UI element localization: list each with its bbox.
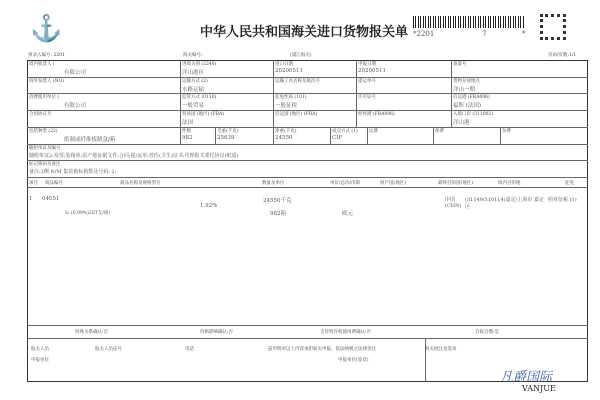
- transit-port-label: 经停港 (FRA096): [358, 112, 395, 117]
- watermark-cn: 凡爵国际: [500, 370, 553, 385]
- goods-domestic: (31149/310114)嘉定/上海市 嘉定区: [465, 197, 544, 210]
- rule-line: [425, 338, 426, 382]
- rule-line: [27, 177, 588, 178]
- docs-label: 随附单证及编号: [29, 146, 61, 151]
- import-date-label: 进口日期: [275, 62, 293, 67]
- goods-header: 原产国(地区): [380, 181, 407, 186]
- barcode-mid: 7: [482, 30, 487, 38]
- rule-line: [215, 127, 216, 144]
- deal-value: CIF: [332, 135, 343, 141]
- declare-date-value: 20200511: [358, 68, 386, 74]
- staff: 报关人员: [31, 347, 49, 352]
- tax-nature-value: 一般征税: [275, 103, 298, 109]
- license-label: 许可证号: [358, 95, 376, 100]
- rule-line: [500, 127, 501, 144]
- pieces-value: 982: [182, 135, 193, 141]
- goods-header: 数量及单位: [262, 181, 285, 186]
- goods-header: 项号: [29, 181, 38, 186]
- page-count: 页码/页数:1/1: [548, 53, 577, 58]
- docs-value: 随附单证2:发票;装箱单;原产地证据文件;合同;提/运单;兽医(卫生)证书;代理报关委托协议(纸质): [29, 153, 239, 159]
- rule-line: [27, 187, 588, 188]
- record-no-label: 备案号: [453, 62, 467, 67]
- departure-port-label: 启运港 (FRA096): [453, 95, 490, 100]
- net-label: 净重(千克): [275, 129, 297, 134]
- tax-nature-label: 征免性质 (101): [275, 95, 307, 100]
- staff-cert: 报关人员证号: [95, 347, 122, 352]
- goods-no: 1: [29, 196, 33, 202]
- rule-line: [367, 127, 368, 144]
- entry-port-value: 洋山港区: [182, 70, 205, 76]
- misc-label: 杂费: [502, 129, 511, 134]
- origin-country-label: 启运国 (地区) (FRA): [275, 112, 318, 117]
- supervision-value: 一般贸易: [182, 103, 205, 109]
- rule-line: [27, 160, 588, 161]
- pieces-label: 件数: [182, 129, 191, 134]
- customs-name: (浦江海关): [290, 53, 312, 58]
- rule-line: [27, 93, 588, 94]
- royalty: 支付特许权使用费确认:否: [320, 330, 372, 335]
- goods-tax: 照章征税 (1): [548, 197, 577, 203]
- consignee-value: 有限公司: [64, 70, 87, 76]
- storage-value: 洋山一期: [453, 87, 476, 93]
- rule-line: [451, 60, 452, 127]
- self-declare: 自报自缴:是: [475, 330, 500, 335]
- goods-header: 单价/总价/币制: [330, 181, 361, 186]
- contract-label: 合同协议号: [29, 112, 52, 117]
- rule-line: [27, 144, 588, 145]
- gross-value: 25639: [217, 135, 235, 141]
- package-value: 纸制或纤维板制盒/箱: [64, 137, 116, 143]
- goods-code: 04051: [42, 196, 60, 202]
- deal-label: 成交方式 (1): [332, 129, 358, 134]
- customs-logo: ⚓: [30, 14, 63, 44]
- transport-name-label: 运输工具名称及航次号: [275, 79, 320, 84]
- freight-label: 运费: [369, 129, 378, 134]
- statement: 兹申明对以上内容承担如实申报、依法纳税之法律责任: [268, 347, 376, 352]
- rule-line: [356, 60, 357, 127]
- rule-line: [273, 60, 274, 127]
- price-impact: 价格影响确认:否: [200, 330, 234, 335]
- goods-header: 商品名称及规格型号: [120, 181, 161, 186]
- phone: 电话: [185, 347, 194, 352]
- transport-mode-label: 运输方式 (2): [182, 79, 208, 84]
- consignee-label: 境内收货人 (: [29, 62, 55, 67]
- rule-line: [330, 127, 331, 144]
- consumer-label: 消费使用单位 (: [29, 95, 60, 100]
- goods-header: 商品编号: [45, 181, 63, 186]
- rule-line: [273, 127, 274, 144]
- departure-port-value: 福斯 (法国): [453, 103, 482, 109]
- goods-header: 境内目的地: [498, 181, 521, 186]
- rule-line: [180, 60, 181, 127]
- trade-country-label: 贸易国 (地区) (FRA): [182, 112, 225, 117]
- insurance-label: 保费: [435, 129, 444, 134]
- entry-place-label: 入境口岸 (311002): [453, 112, 494, 117]
- storage-label: 货物存放地点: [453, 79, 480, 84]
- form-title: 中华人民共和国海关进口货物报关单: [200, 25, 409, 40]
- consumer-value: 有限公司: [64, 103, 87, 109]
- barcode: [413, 16, 525, 28]
- goods-dest: 中国 (CHN): [445, 197, 462, 209]
- customs-no: 海关编号:: [183, 53, 203, 58]
- gross-label: 毛重(千克): [217, 129, 239, 134]
- net-value: 24550: [275, 135, 293, 141]
- import-date-value: 20200511: [275, 68, 303, 74]
- goods-spec2: S: (0.99%)2ST支/箱): [65, 211, 111, 216]
- rule-line: [433, 127, 434, 144]
- entry-port-label: 进境关别 (2248): [182, 62, 217, 67]
- special-relation: 特殊关系确认:否: [75, 330, 109, 335]
- marks-label: 标记唛码及备注: [29, 162, 61, 167]
- watermark-en: VANJUE: [522, 384, 556, 393]
- qr-code: [540, 14, 566, 40]
- package-label: 包装种类 (22): [29, 129, 58, 134]
- trade-country-value: 法国: [182, 120, 194, 126]
- bl-no-label: 提运单号: [358, 79, 376, 84]
- goods-header: 征免: [565, 181, 574, 186]
- declarant: 申报单位: [31, 358, 49, 363]
- declare-date-label: 申报日期: [358, 62, 376, 67]
- goods-qty2: 982箱: [270, 211, 286, 217]
- marks-value: 备注:2侧 N/M 集装箱标箱数及号码: 2;: [29, 169, 117, 175]
- shipper-label: 境外发货人 (NO): [29, 79, 65, 84]
- preentry-no: 预录入编号: 2201: [28, 53, 65, 58]
- rule-line: [180, 127, 181, 144]
- customs-note: 海关批注及签章: [425, 347, 457, 352]
- goods-header: 最终目的国(地区): [438, 181, 474, 186]
- form-table: [27, 60, 588, 382]
- barcode-text: *2201: [413, 30, 435, 38]
- goods-qty1: 24550千克: [263, 198, 292, 204]
- goods-currency: 欧元: [342, 211, 354, 217]
- goods-spec1: 1.92%: [200, 203, 218, 209]
- rule-line: [27, 338, 588, 339]
- supervision-label: 监管方式 (0110): [182, 95, 217, 100]
- transport-mode-value: 水路运输: [182, 87, 205, 93]
- barcode-end: *: [522, 30, 526, 38]
- unit-seal: 申报单位(签章): [338, 358, 369, 363]
- entry-place-value: 洋山港: [453, 120, 470, 126]
- rule-line: [27, 325, 588, 326]
